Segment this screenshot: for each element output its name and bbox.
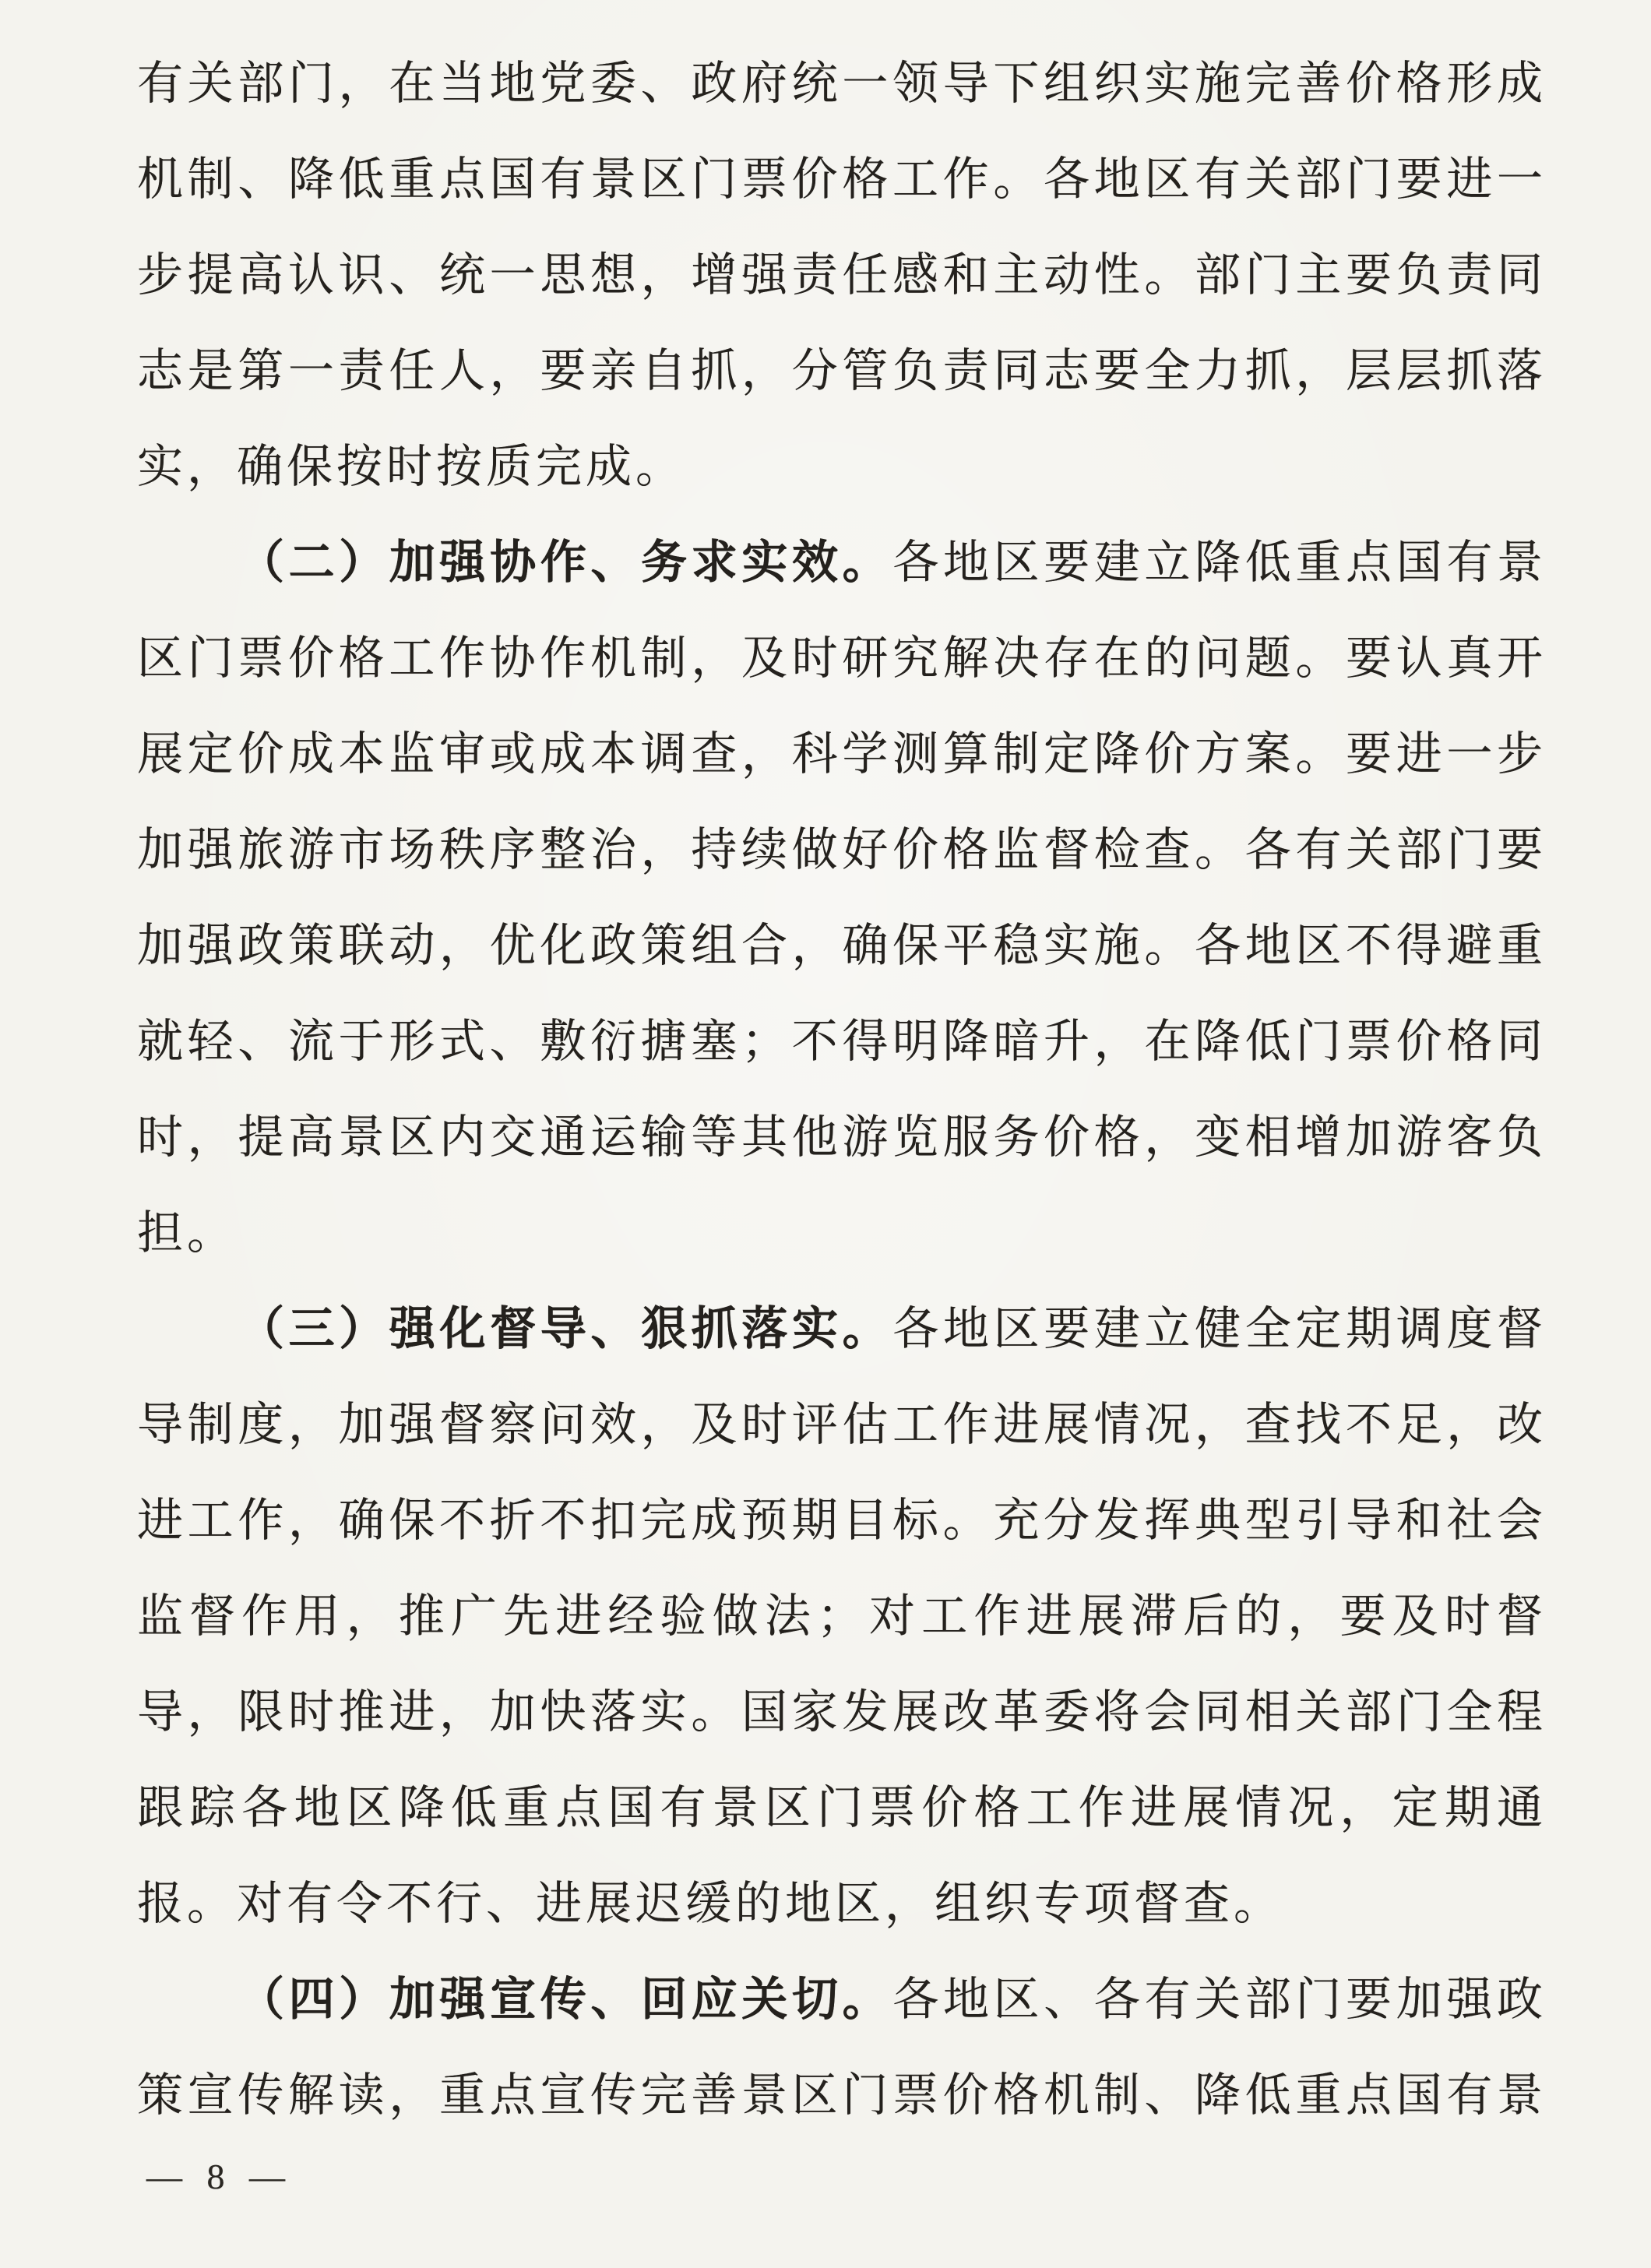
body-text: 区门票价格工作协作机制，及时研究解决存在的问题。要认真开: [137, 632, 1547, 684]
body-text: 报。对有令不行、进展迟缓的地区，组织专项督查。: [137, 1878, 1284, 1929]
body-text: 监督作用，推广先进经验做法；对工作进展滞后的，要及时督: [137, 1590, 1547, 1642]
text-line: [137, 1664, 1547, 1760]
text-line: [137, 1377, 1547, 1473]
document-body: [137, 36, 1547, 2143]
body-text: 策宣传解读，重点宣传完善景区门票价格机制、降低重点国有景: [137, 2069, 1547, 2121]
body-text: 时，提高景区内交通运输等其他游览服务价格，变相增加游客负: [137, 1111, 1547, 1163]
text-line: [137, 1856, 1547, 1952]
text-line: [137, 1760, 1547, 1856]
body-text: 各地区要建立降低重点国有景: [892, 537, 1547, 588]
body-text: 进工作，确保不折不扣完成预期目标。充分发挥典型引导和社会: [137, 1495, 1547, 1546]
page-number: — 8 —: [146, 2157, 293, 2196]
text-line: [137, 36, 1547, 132]
paragraph-heading-text: （三）强化督导、狠抓落实。: [238, 1303, 893, 1354]
text-line: [137, 227, 1547, 323]
text-line: [137, 1090, 1547, 1185]
body-text: 机制、降低重点国有景区门票价格工作。各地区有关部门要进一: [137, 153, 1547, 205]
body-text: 实，确保按时按质完成。: [137, 441, 686, 492]
body-text: 加强旅游市场秩序整治，持续做好价格监督检查。各有关部门要: [137, 824, 1547, 875]
text-line: [137, 1569, 1547, 1664]
text-line: [137, 132, 1547, 227]
body-text: 导，限时推进，加快落实。国家发展改革委将会同相关部门全程: [137, 1686, 1547, 1738]
text-line: [137, 1281, 1547, 1377]
text-line: [137, 323, 1547, 419]
text-line: [137, 515, 1547, 611]
text-line: [137, 611, 1547, 706]
body-text: 各地区、各有关部门要加强政: [892, 1974, 1547, 2025]
body-text: 步提高认识、统一思想，增强责任感和主动性。部门主要负责同: [137, 249, 1547, 301]
text-line: [137, 706, 1547, 802]
body-text: 有关部门，在当地党委、政府统一领导下组织实施完善价格形成: [137, 58, 1547, 109]
body-text: 加强政策联动，优化政策组合，确保平稳实施。各地区不得避重: [137, 920, 1547, 971]
paragraph-heading-text: （四）加强宣传、回应关切。: [238, 1974, 893, 2025]
text-line: [137, 1473, 1547, 1569]
body-text: 就轻、流于形式、敷衍搪塞；不得明降暗升，在降低门票价格同: [137, 1016, 1547, 1067]
text-line: [137, 994, 1547, 1090]
body-text: 跟踪各地区降低重点国有景区门票价格工作进展情况，定期通: [137, 1782, 1547, 1833]
body-text: 各地区要建立健全定期调度督: [892, 1303, 1547, 1354]
text-line: [137, 1185, 1547, 1281]
text-line: [137, 1952, 1547, 2048]
paragraph-heading-text: （二）加强协作、务求实效。: [238, 537, 893, 588]
text-line: [137, 898, 1547, 994]
body-text: 展定价成本监审或成本调查，科学测算制定降价方案。要进一步: [137, 728, 1547, 780]
text-line: [137, 419, 1547, 515]
text-line: [137, 2048, 1547, 2143]
body-text: 担。: [137, 1207, 238, 1259]
text-line: [137, 802, 1547, 898]
body-text: 导制度，加强督察问效，及时评估工作进展情况，查找不足，改: [137, 1399, 1547, 1450]
body-text: 志是第一责任人，要亲自抓，分管负责同志要全力抓，层层抓落: [137, 345, 1547, 396]
